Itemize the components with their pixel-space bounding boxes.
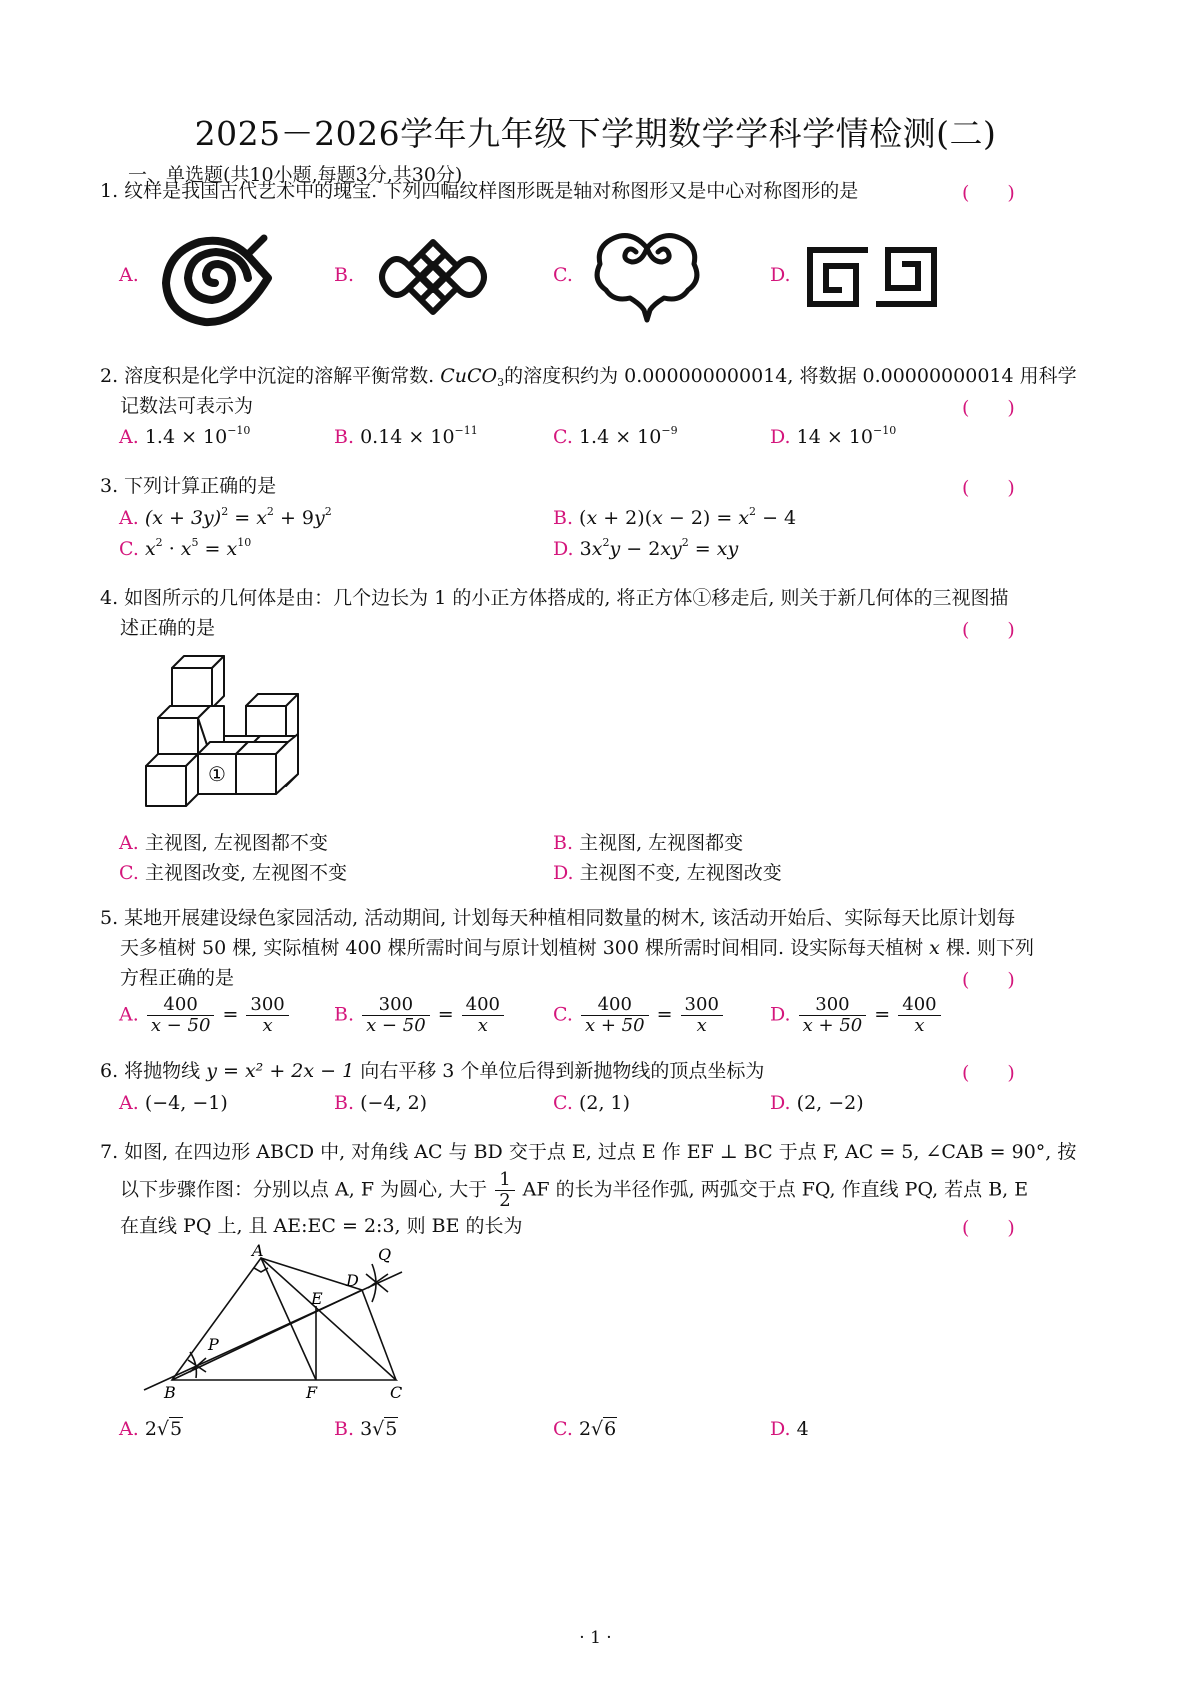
q7-point-c: C bbox=[390, 1383, 403, 1402]
q2-stem-line1 bbox=[100, 360, 1077, 392]
q5-variable: x bbox=[929, 937, 940, 959]
q2-option-a-base: 1.4 × 10 bbox=[144, 426, 228, 448]
q6-option-c-text: (2, 1) bbox=[578, 1092, 631, 1114]
q3-option-a: A. $(x + 3y)^2 = x^2 + 9y^2$ bbox=[119, 505, 332, 529]
q4-option-b-text: 主视图, 左视图都变 bbox=[579, 832, 744, 854]
q4-option-a bbox=[119, 828, 328, 855]
q7-stem-text-a: 以下步骤作图：分别以点 A, F 为圆心, 大于 bbox=[120, 1178, 494, 1201]
q6-option-c bbox=[553, 1092, 630, 1114]
q4-stem-line1: 4. 如图所示的几何体是由：几个边长为 1 的小正方体搭成的, 将正方体①移走后, 则关于新几何体的三视图描 bbox=[100, 587, 1009, 609]
q7-half-den: 2 bbox=[499, 1190, 511, 1211]
q5-stem-line1: 5. 某地开展建设绿色家园活动, 活动期间, 计划每天种植相同数量的树木, 该活动开始后、实际每天比原计划每 bbox=[100, 907, 1016, 929]
q1-answer-blank: ( ) bbox=[962, 182, 1015, 204]
q6-stem-text-a: 6. 将抛物线 bbox=[100, 1060, 207, 1082]
q5-label-a: A. bbox=[119, 1003, 139, 1026]
q6-option-b bbox=[334, 1092, 427, 1114]
q2-option-d-exp: −10 bbox=[873, 424, 897, 437]
q3-stem: 3. 下列计算正确的是 bbox=[100, 475, 277, 497]
q5-option-a: A. $\frac{400}{x - 50}$ = $\frac{300}{x}$ bbox=[119, 995, 291, 1036]
q5-option-c: C. $\frac{400}{x + 50}$ = $\frac{300}{x}$ bbox=[553, 995, 725, 1036]
q5-stem-line2 bbox=[120, 932, 1034, 964]
q5-stem-text-a: 天多植树 50 棵, 实际植树 400 棵所需时间与原计划植树 300 棵所需时间相同. 设实际每天植树 bbox=[120, 937, 930, 959]
q1-pattern-cloud bbox=[592, 228, 702, 324]
q7-point-q: Q bbox=[378, 1245, 392, 1264]
q7-stem-line1: 7. 如图, 在四边形 ABCD 中, 对角线 AC 与 BD 交于点 E, 过点 E 作 EF ⊥ BC 于点 F, AC = 5, ∠CAB = 90°, 按 bbox=[100, 1141, 1077, 1163]
q3-label-d: D. bbox=[553, 538, 574, 560]
q7-stem-line2 bbox=[120, 1170, 1028, 1211]
q3-label-b: B. bbox=[553, 507, 574, 529]
q2-option-b-base: 0.14 × 10 bbox=[360, 426, 455, 448]
q5-stem-text-b: 棵. 则下列 bbox=[939, 937, 1034, 959]
q4-option-c-text: 主视图改变, 左视图不变 bbox=[144, 862, 348, 884]
q7-label-d: D. bbox=[770, 1418, 791, 1440]
q2-label-b: B. bbox=[334, 426, 355, 448]
q4-label-d: D. bbox=[553, 862, 574, 884]
q3-option-d: D. $3x^2y - 2xy^2$ = xy bbox=[553, 536, 739, 560]
q2-option-c-exp: −9 bbox=[661, 424, 678, 437]
q2-answer-blank: ( ) bbox=[962, 397, 1015, 419]
q4-option-d bbox=[553, 858, 782, 885]
q6-option-b-text: (−4, 2) bbox=[360, 1092, 428, 1114]
q2-option-c-base: 1.4 × 10 bbox=[578, 426, 662, 448]
q5-option-d: D. $\frac{300}{x + 50}$ = $\frac{400}{x}$ bbox=[770, 995, 943, 1036]
q2-formula-sub: 3 bbox=[497, 376, 505, 389]
q4-cube-mark: ① bbox=[208, 762, 226, 786]
q6-equation: y = x² + 2x − 1 bbox=[206, 1060, 355, 1082]
q7-answer-blank: ( ) bbox=[962, 1217, 1015, 1239]
page-number: · 1 · bbox=[579, 1628, 612, 1648]
q2-stem-text-a: 2. 溶度积是化学中沉淀的溶解平衡常数. bbox=[100, 365, 441, 387]
q2-option-d bbox=[770, 426, 896, 448]
q7-option-d: D. 4 bbox=[770, 1418, 809, 1440]
q2-option-c bbox=[553, 426, 678, 448]
q6-option-a bbox=[119, 1092, 228, 1114]
q2-label-a: A. bbox=[119, 426, 139, 448]
q4-label-c: C. bbox=[119, 862, 139, 884]
q5-option-b: B. $\frac{300}{x - 50}$ = $\frac{400}{x}$ bbox=[334, 995, 506, 1036]
q4-answer-blank: ( ) bbox=[962, 619, 1015, 641]
q7-option-c: C. 2√6 bbox=[553, 1418, 617, 1440]
q7-option-b: B. 3√5 bbox=[334, 1418, 398, 1440]
q7-stem-text-b: AF 的长为半径作弧, 两弧交于点 FQ, 作直线 PQ, 若点 B, E bbox=[516, 1178, 1029, 1201]
q7-point-a: A bbox=[252, 1241, 264, 1260]
q6-option-d bbox=[770, 1092, 864, 1114]
q7-half-num: 1 bbox=[495, 1170, 514, 1191]
q1-pattern-meander bbox=[806, 246, 938, 308]
q1-pattern-spiral bbox=[160, 228, 276, 328]
q2-stem-line2: 记数法可表示为 bbox=[120, 395, 254, 417]
q2-option-b bbox=[334, 426, 478, 448]
q7-point-f: F bbox=[306, 1383, 318, 1402]
q5-label-c: C. bbox=[553, 1003, 573, 1026]
q6-stem bbox=[100, 1055, 764, 1087]
q1-label-a: A. bbox=[119, 264, 139, 286]
q5-label-d: D. bbox=[770, 1003, 791, 1026]
q3-label-c: C. bbox=[119, 538, 139, 560]
q2-option-a-exp: −10 bbox=[227, 424, 251, 437]
q6-label-c: C. bbox=[553, 1092, 573, 1114]
q2-stem-text-b: 的溶度积约为 0.000000000014, 将数据 0.00000000014 用科学 bbox=[504, 365, 1077, 387]
q6-stem-text-b: 向右平移 3 个单位后得到新抛物线的顶点坐标为 bbox=[354, 1060, 765, 1082]
q1-label-d: D. bbox=[770, 264, 791, 286]
q7-label-c: C. bbox=[553, 1418, 573, 1440]
q5-answer-blank: ( ) bbox=[962, 969, 1015, 991]
q6-label-d: D. bbox=[770, 1092, 791, 1114]
q7-point-p: P bbox=[208, 1335, 219, 1354]
q5-label-b: B. bbox=[334, 1003, 355, 1026]
q3-label-a: A. bbox=[119, 507, 139, 529]
section-heading: 一、单选题(共10小题,每题3分,共30分) bbox=[128, 164, 463, 186]
q6-label-b: B. bbox=[334, 1092, 355, 1114]
q2-option-b-exp: −11 bbox=[454, 424, 478, 437]
q7-point-b: B bbox=[164, 1383, 176, 1402]
q7-stem-line3: 在直线 PQ 上, 且 AE:EC = 2:3, 则 BE 的长为 bbox=[120, 1215, 523, 1237]
q4-option-d-text: 主视图不变, 左视图改变 bbox=[579, 862, 782, 884]
q4-label-b: B. bbox=[553, 832, 574, 854]
q1-pattern-knot bbox=[378, 236, 488, 318]
q6-option-a-text: (−4, −1) bbox=[144, 1092, 228, 1114]
q6-label-a: A. bbox=[119, 1092, 139, 1114]
q4-stem-line2: 述正确的是 bbox=[120, 617, 216, 639]
q1-stem: 1. 纹样是我国古代艺术中的瑰宝. 下列四幅纹样图形既是轴对称图形又是中心对称图形的是 bbox=[100, 180, 859, 202]
q2-option-d-base: 14 × 10 bbox=[796, 426, 874, 448]
q1-label-c: C. bbox=[553, 264, 573, 286]
q6-answer-blank: ( ) bbox=[962, 1062, 1015, 1084]
q7-label-a: A. bbox=[119, 1418, 139, 1440]
q7-geometry-figure bbox=[140, 1241, 420, 1404]
q4-option-c bbox=[119, 858, 347, 885]
q1-label-b: B. bbox=[334, 264, 355, 286]
q2-label-d: D. bbox=[770, 426, 791, 448]
q4-label-a: A. bbox=[119, 832, 139, 854]
q4-option-a-text: 主视图, 左视图都不变 bbox=[144, 832, 328, 854]
q4-option-b bbox=[553, 828, 743, 855]
q3-answer-blank: ( ) bbox=[962, 477, 1015, 499]
q7-label-b: B. bbox=[334, 1418, 355, 1440]
q2-formula: CuCO bbox=[440, 365, 498, 387]
q3-option-b: B. $(x + 2)(x - 2) = x^2 - 4$ bbox=[553, 505, 797, 529]
q6-option-d-text: (2, −2) bbox=[796, 1092, 864, 1114]
q4-cube-figure bbox=[144, 654, 304, 808]
q7-option-a: A. 2√5 bbox=[119, 1418, 183, 1440]
q7-point-d: D bbox=[346, 1271, 359, 1290]
q5-stem-line3: 方程正确的是 bbox=[120, 967, 235, 989]
q7-point-e: E bbox=[311, 1289, 323, 1308]
page-title: 2025－2026学年九年级下学期数学学科学情检测(二) bbox=[194, 114, 997, 153]
q3-option-c: C. $x^2 \cdot x^5 = x^{10}$ bbox=[119, 536, 252, 560]
q2-label-c: C. bbox=[553, 426, 573, 448]
q2-option-a bbox=[119, 426, 250, 448]
